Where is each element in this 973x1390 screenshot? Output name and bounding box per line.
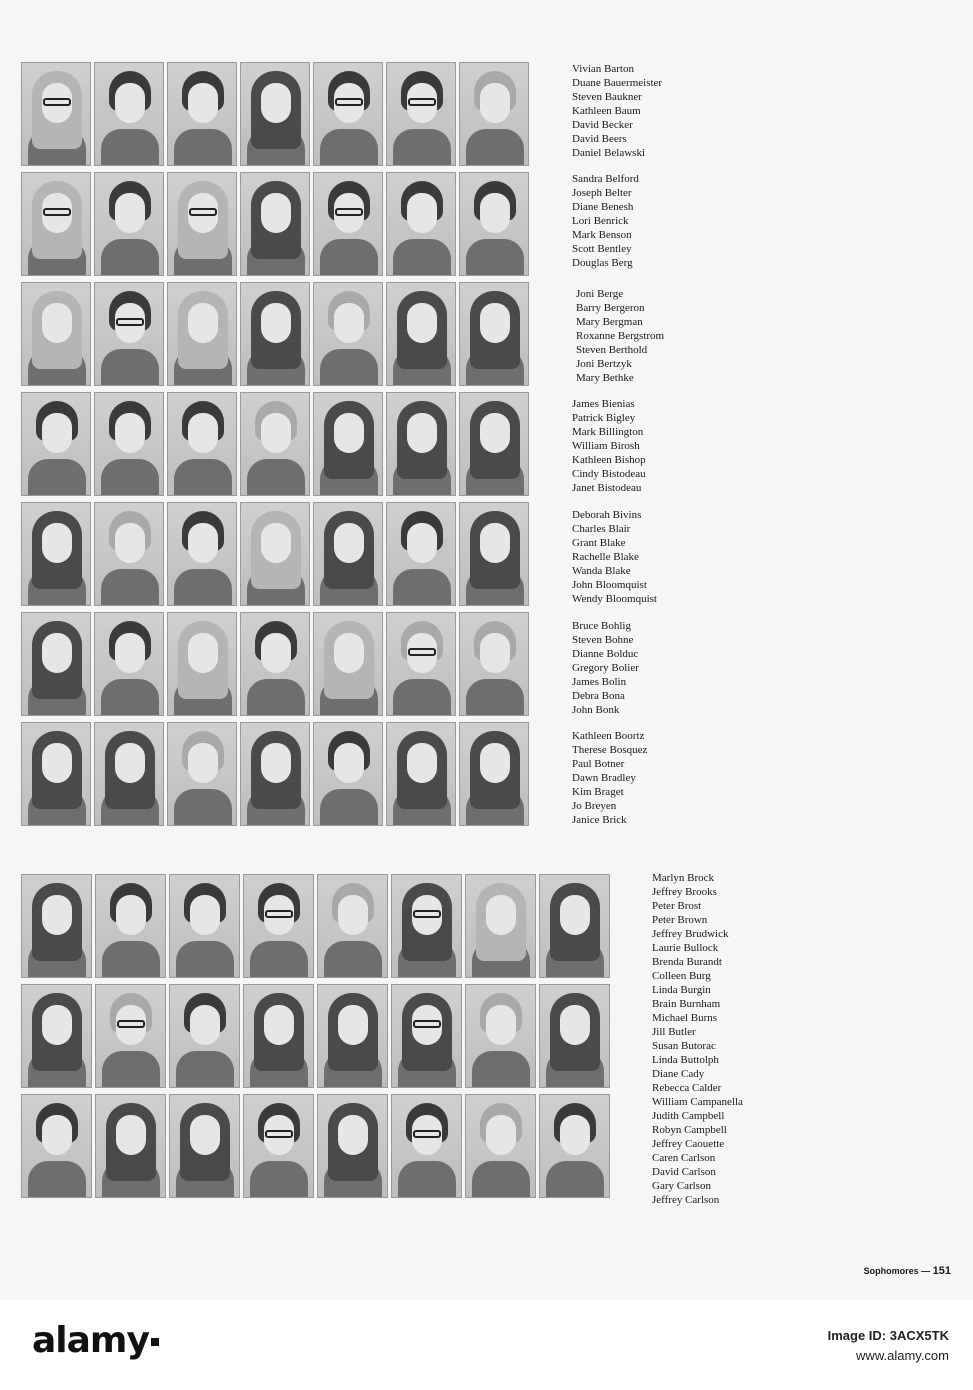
student-portrait [21,172,91,276]
student-name: Jeffrey Carlson [652,1194,720,1206]
student-portrait [94,722,164,826]
student-name: Caren Carlson [652,1152,716,1164]
student-name: Steven Baukner [572,91,642,103]
student-portrait [240,722,310,826]
student-portrait [539,984,610,1088]
student-portrait [21,874,92,978]
student-portrait [313,62,383,166]
student-portrait [465,874,536,978]
student-name: Michael Burns [652,1012,718,1024]
student-portrait [313,612,383,716]
student-portrait [459,392,529,496]
student-name: James Bolin [572,676,627,688]
student-portrait [167,62,237,166]
student-portrait [459,172,529,276]
student-portrait [465,1094,536,1198]
student-portrait [169,874,240,978]
student-name: Lori Benrick [572,215,629,227]
section-label: Sophomores — [863,1266,931,1276]
student-portrait [167,722,237,826]
student-name: Jeffrey Brooks [652,886,717,898]
student-name: Rebecca Calder [652,1082,722,1094]
student-portrait [94,502,164,606]
student-name: Jo Breyen [572,800,617,812]
student-portrait [21,612,91,716]
student-portrait [243,984,314,1088]
logo-square-icon [151,1338,159,1346]
student-portrait [386,172,456,276]
student-portrait [240,172,310,276]
student-portrait [386,62,456,166]
student-portrait [386,392,456,496]
student-portrait [313,722,383,826]
student-portrait [21,984,92,1088]
student-name: Mary Bergman [576,316,643,328]
student-portrait [240,392,310,496]
student-name: Joni Berge [576,288,624,300]
name-list-8 [652,871,743,1207]
student-name: John Bonk [572,704,620,716]
student-name: John Bloomquist [572,579,647,591]
student-portrait [94,62,164,166]
student-name: Steven Bohne [572,634,634,646]
image-id: Image ID: 3ACX5TK [827,1328,949,1343]
student-name: Kim Braget [572,786,624,798]
student-portrait [386,612,456,716]
student-name: Barry Bergeron [576,302,645,314]
student-portrait [167,502,237,606]
student-name: Janice Brick [572,814,627,826]
photo-row [21,1094,610,1198]
student-name: Cindy Bistodeau [572,468,646,480]
student-portrait [21,502,91,606]
student-portrait [243,1094,314,1198]
student-portrait [391,874,462,978]
student-name: Jeffrey Caouette [652,1138,725,1150]
photo-row [21,722,529,826]
student-name: Peter Brost [652,900,702,912]
name-list-7 [572,729,647,827]
student-name: Kathleen Boortz [572,730,645,742]
student-name: Dianne Bolduc [572,648,639,660]
student-name: Daniel Belawski [572,147,646,159]
watermark-info [828,1326,949,1366]
student-name: Deborah Bivins [572,509,642,521]
photo-row [21,612,529,716]
student-portrait [95,874,166,978]
student-name: Jeffrey Brudwick [652,928,729,940]
student-name: Therese Bosquez [572,744,648,756]
student-name: Vivian Barton [572,63,634,75]
student-name: Diane Benesh [572,201,634,213]
student-portrait [21,62,91,166]
student-portrait [169,1094,240,1198]
student-name: James Bienias [572,398,635,410]
student-name: Kathleen Bishop [572,454,646,466]
logo-text: alamy [32,1320,149,1361]
student-name: Grant Blake [572,537,626,549]
name-list-5 [572,508,657,606]
student-portrait [21,392,91,496]
student-portrait [243,874,314,978]
student-name: Laurie Bullock [652,942,719,954]
student-portrait [313,502,383,606]
student-name: Dawn Bradley [572,772,636,784]
student-portrait [313,392,383,496]
student-name: Steven Berthold [576,344,648,356]
student-name: Mark Billington [572,426,644,438]
student-portrait [240,612,310,716]
student-portrait [167,172,237,276]
student-name: Duane Bauermeister [572,77,663,89]
student-portrait [317,874,388,978]
student-name: Diane Cady [652,1068,705,1080]
student-portrait [94,392,164,496]
student-portrait [386,502,456,606]
student-portrait [459,612,529,716]
student-portrait [21,1094,92,1198]
name-list-2 [572,172,639,270]
student-portrait [386,722,456,826]
student-name: Mark Benson [572,229,632,241]
student-portrait [94,282,164,386]
student-portrait [95,984,166,1088]
student-name: Rachelle Blake [572,551,639,563]
student-name: Brenda Burandt [652,956,722,968]
student-portrait [240,282,310,386]
student-name: Paul Botner [572,758,625,770]
student-name: David Carlson [652,1166,716,1178]
student-portrait [169,984,240,1088]
student-portrait [391,984,462,1088]
student-portrait [539,1094,610,1198]
student-name: Douglas Berg [572,257,633,269]
student-portrait [317,1094,388,1198]
photo-row [21,502,529,606]
student-name: Joseph Belter [572,187,632,199]
name-list-4 [572,397,646,495]
student-name: Gary Carlson [652,1180,711,1192]
student-portrait [313,282,383,386]
student-name: Wendy Bloomquist [572,593,657,605]
student-name: Marlyn Brock [652,872,715,884]
photo-row [21,874,610,978]
student-portrait [386,282,456,386]
student-name: Jill Butler [652,1026,696,1038]
student-name: Charles Blair [572,523,631,535]
name-list-1 [572,62,662,160]
student-portrait [391,1094,462,1198]
student-name: Joni Bertzyk [576,358,632,370]
student-name: Wanda Blake [572,565,631,577]
student-name: William Birosh [572,440,640,452]
watermark-bar [0,1300,973,1390]
page-footer [864,1265,951,1277]
student-name: Kathleen Baum [572,105,641,117]
student-portrait [459,502,529,606]
student-portrait [95,1094,166,1198]
student-name: David Beers [572,133,627,145]
student-name: Brain Burnham [652,998,721,1010]
student-name: Bruce Bohlig [572,620,631,632]
student-portrait [317,984,388,1088]
student-portrait [240,502,310,606]
student-portrait [167,612,237,716]
name-list-3 [576,287,664,385]
student-name: Scott Bentley [572,243,632,255]
student-name: Peter Brown [652,914,708,926]
student-name: Janet Bistodeau [572,482,642,494]
student-name: Judith Campbell [652,1110,725,1122]
student-name: David Becker [572,119,633,131]
student-name: Colleen Burg [652,970,711,982]
student-name: Susan Butorac [652,1040,716,1052]
alamy-logo[interactable] [32,1320,159,1361]
student-name: Patrick Bigley [572,412,636,424]
photo-row [21,172,529,276]
student-portrait [94,612,164,716]
student-portrait [94,172,164,276]
student-name: Debra Bona [572,690,625,702]
photo-row [21,392,529,496]
student-portrait [459,62,529,166]
student-portrait [167,282,237,386]
site-url[interactable]: www.alamy.com [856,1348,949,1363]
photo-row [21,62,529,166]
student-name: Gregory Bolier [572,662,639,674]
student-portrait [465,984,536,1088]
student-portrait [21,722,91,826]
student-name: Roxanne Bergstrom [576,330,665,342]
student-portrait [240,62,310,166]
student-portrait [459,282,529,386]
student-portrait [459,722,529,826]
photo-row [21,984,610,1088]
photo-row [21,282,529,386]
student-portrait [167,392,237,496]
student-name: Robyn Campbell [652,1124,727,1136]
student-name: Mary Bethke [576,372,634,384]
student-name: Sandra Belford [572,173,639,185]
page-number: 151 [932,1265,951,1277]
student-name: Linda Burgin [652,984,711,996]
name-list-6 [572,619,639,717]
student-portrait [539,874,610,978]
student-name: William Campanella [652,1096,743,1108]
student-portrait [313,172,383,276]
student-name: Linda Buttolph [652,1054,719,1066]
student-portrait [21,282,91,386]
